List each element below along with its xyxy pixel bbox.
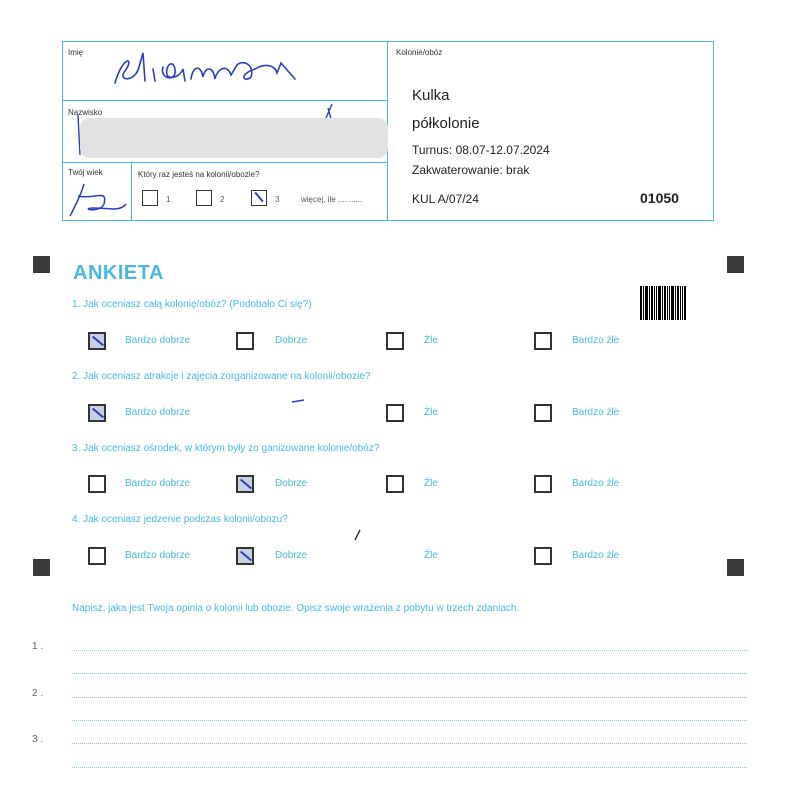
answer-line[interactable]: [72, 743, 747, 744]
registration-marker: [727, 559, 744, 576]
camp-label: Kolonie/obóz: [396, 48, 443, 57]
q3-label-zle: Źle: [424, 478, 438, 489]
q1-label-bardzo-zle: Bardzo źle: [572, 335, 620, 346]
answer-line[interactable]: [72, 650, 747, 651]
turnus: Turnus: 08.07-12.07.2024: [412, 143, 550, 157]
registration-marker: [33, 559, 50, 576]
q4-checkbox-bardzo-dobrze[interactable]: [88, 547, 106, 565]
q1-label-bardzo-dobrze: Bardzo dobrze: [125, 335, 191, 346]
times-checkbox-1[interactable]: [142, 190, 158, 206]
q3-label-dobrze: Dobrze: [275, 478, 308, 489]
opinion-prompt: Napisz, jaka jest Twoja opinia o kolonii lub obozie. Opisz swoje wrażenia z pobytu w trzech zdaniach.: [72, 603, 520, 614]
question-4: 4. Jak oceniasz jedzenie podczas kolonii/obozu?: [72, 514, 288, 525]
q2-label-bardzo-dobrze: Bardzo dobrze: [125, 407, 191, 418]
q3-checkbox-zle[interactable]: [386, 475, 404, 493]
registration-marker: [33, 256, 50, 273]
q2-checkbox-zle[interactable]: [386, 404, 404, 422]
q4-label-bardzo-zle: Bardzo źle: [572, 550, 620, 561]
q1-checkbox-zle[interactable]: [386, 332, 404, 350]
times-option-2: 2: [220, 195, 225, 204]
q3-label-bardzo-dobrze: Bardzo dobrze: [125, 478, 191, 489]
line-number-3: 3 .: [32, 734, 44, 745]
q3-checkbox-dobrze[interactable]: [236, 475, 254, 493]
redacted-surname: [80, 118, 388, 158]
times-option-1: 1: [166, 195, 171, 204]
accommodation: Zakwaterowanie: brak: [412, 163, 530, 177]
line-number-2: 2 .: [32, 688, 44, 699]
q3-label-bardzo-zle: Bardzo źle: [572, 478, 620, 489]
q1-label-zle: Źle: [424, 335, 438, 346]
question-3: 3. Jak oceniasz ośrodek, w którym były zo ganizowane kolonie/obóz?: [72, 443, 380, 454]
times-checkbox-3[interactable]: [251, 190, 267, 206]
q4-label-dobrze: Dobrze: [275, 550, 308, 561]
q1-label-dobrze: Dobrze: [275, 335, 308, 346]
answer-line[interactable]: [72, 697, 747, 698]
answer-line[interactable]: [72, 673, 747, 674]
q3-checkbox-bardzo-dobrze[interactable]: [88, 475, 106, 493]
header-row-divider: [62, 162, 387, 163]
header-col-divider: [131, 162, 132, 221]
q1-checkbox-bardzo-dobrze[interactable]: [88, 332, 106, 350]
q2-label-bardzo-zle: Bardzo źle: [572, 407, 620, 418]
q4-checkbox-dobrze[interactable]: [236, 547, 254, 565]
name-label: Imię: [68, 48, 84, 57]
camp-code: KUL A/07/24: [412, 192, 479, 206]
q1-checkbox-bardzo-zle[interactable]: [534, 332, 552, 350]
q2-label-zle: Źle: [424, 407, 438, 418]
times-question: Który raz jesteś na kolonii/obozie?: [138, 170, 260, 179]
question-2: 2. Jak oceniasz atrakcje i zajęcia zorganizowane na kolonii/obozie?: [72, 371, 371, 382]
barcode: [640, 286, 694, 320]
answer-line[interactable]: [72, 720, 747, 721]
age-label: Twój wiek: [68, 168, 103, 177]
times-option-3: 3: [275, 195, 280, 204]
camp-name: Kulka: [412, 87, 450, 104]
survey-title: ANKIETA: [73, 262, 164, 284]
q2-checkbox-bardzo-zle[interactable]: [534, 404, 552, 422]
form-number: 01050: [640, 190, 679, 206]
times-checkbox-2[interactable]: [196, 190, 212, 206]
q1-checkbox-dobrze[interactable]: [236, 332, 254, 350]
surname-label: Nazwisko: [68, 108, 103, 117]
q4-label-zle: Źle: [424, 550, 438, 561]
name-handwriting: [105, 45, 315, 95]
q2-ink-stroke: [290, 396, 310, 406]
age-handwriting: [64, 178, 130, 222]
question-1: 1. Jak oceniasz całą kolonię/obóz? (Podobało Ci się?): [72, 299, 312, 310]
registration-marker: [727, 256, 744, 273]
answer-line[interactable]: [72, 767, 747, 768]
q4-ink-stroke: [352, 528, 364, 544]
q4-checkbox-bardzo-zle[interactable]: [534, 547, 552, 565]
camp-type: półkolonie: [412, 115, 480, 132]
q2-checkbox-bardzo-dobrze[interactable]: [88, 404, 106, 422]
line-number-1: 1 .: [32, 641, 44, 652]
q4-label-bardzo-dobrze: Bardzo dobrze: [125, 550, 191, 561]
q3-checkbox-bardzo-zle[interactable]: [534, 475, 552, 493]
times-more: więcej, ile ...........: [301, 195, 363, 204]
